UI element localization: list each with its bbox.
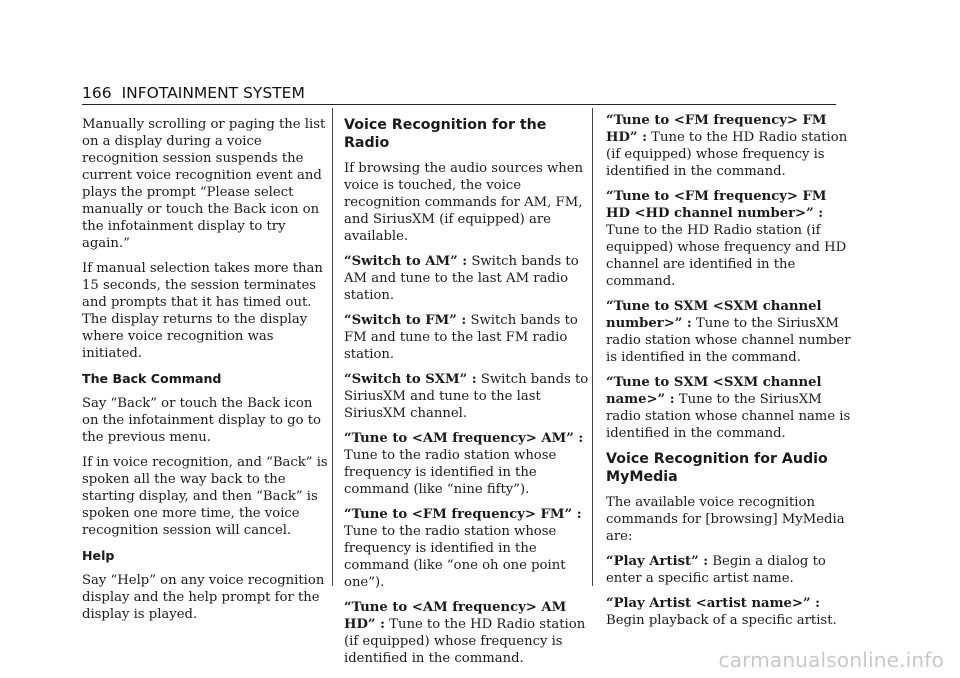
command-description: Begin a dialog to enter a specific artist name. bbox=[606, 554, 826, 586]
command-entry bbox=[606, 595, 854, 629]
paragraph: The available voice recognition commands for [browsing] MyMedia are: bbox=[606, 495, 845, 544]
command-entry bbox=[606, 298, 854, 366]
command-description: Begin playback of a specific artist. bbox=[606, 613, 837, 628]
column-divider-2 bbox=[592, 108, 593, 586]
section-heading-radio: Voice Recognition for the Radio bbox=[344, 117, 547, 151]
command-name: “Tune to <FM frequency> FM HD” : bbox=[606, 113, 827, 145]
paragraph: If browsing the audio sources when voice is touched, the voice recognition commands for AM, FM, and SiriusXM (if equipped) are available. bbox=[344, 161, 584, 244]
paragraph: Say “Back” or touch the Back icon on the infotainment display to go to the previous menu. bbox=[82, 396, 321, 445]
command-name: “Tune to <AM frequency> AM HD” : bbox=[344, 600, 567, 632]
section-title: INFOTAINMENT SYSTEM bbox=[121, 84, 305, 102]
paragraph: Manually scrolling or paging the list on a display during a voice recognition session suspends the current voice recognition event and plays the prompt “Please select manually or touch the Back icon on the infotainment display to try again.” bbox=[82, 117, 326, 251]
command-description: Tune to the HD Radio station (if equipped) whose frequency is identified in the command. bbox=[344, 617, 586, 666]
page-header bbox=[82, 84, 836, 102]
command-entry bbox=[344, 506, 592, 591]
command-entry bbox=[344, 371, 592, 422]
paragraph: If manual selection takes more than 15 seconds, the session terminates and prompts that it has timed out. The display returns to the display where voice recognition was initiated. bbox=[82, 261, 323, 361]
command-description: Switch bands to AM and tune to the last AM radio station. bbox=[344, 254, 579, 303]
command-description: Tune to the radio station whose frequency is identified in the command (like “one oh one point one”). bbox=[344, 524, 566, 590]
command-name: “Tune to <AM frequency> AM” : bbox=[344, 431, 584, 446]
watermark: carmanualsonline.info bbox=[718, 648, 944, 672]
command-entry bbox=[344, 253, 592, 304]
subheading-help: Help bbox=[82, 548, 115, 563]
command-entry bbox=[606, 188, 854, 290]
subheading-back-command: The Back Command bbox=[82, 371, 222, 386]
command-description: Tune to the SiriusXM radio station whose channel name is identified in the command. bbox=[606, 392, 851, 441]
column-3 bbox=[606, 112, 854, 637]
command-name: “Tune to <FM frequency> FM” : bbox=[344, 507, 582, 522]
command-entry bbox=[606, 112, 854, 180]
command-entry bbox=[344, 312, 592, 363]
command-description: Tune to the HD Radio station (if equipped) whose frequency is identified in the command. bbox=[606, 130, 848, 179]
command-name: “Switch to SXM” : bbox=[344, 372, 477, 387]
command-entry bbox=[344, 599, 592, 667]
command-description: Tune to the SiriusXM radio station whose channel number is identified in the command. bbox=[606, 316, 851, 365]
command-entry bbox=[606, 553, 854, 587]
column-2 bbox=[344, 116, 592, 675]
command-name: “Switch to FM” : bbox=[344, 313, 467, 328]
paragraph: Say “Help” on any voice recognition display and the help prompt for the display is played. bbox=[82, 573, 325, 622]
paragraph: If in voice recognition, and “Back” is spoken all the way back to the starting display, and then “Back” is spoken one more time, the voice recognition session will cancel. bbox=[82, 455, 328, 538]
command-description: Tune to the HD Radio station (if equipped) whose frequency and HD channel are identified in the command. bbox=[606, 223, 847, 289]
command-name: “Tune to SXM <SXM channel number>” : bbox=[606, 299, 822, 331]
command-entry bbox=[606, 374, 854, 442]
command-name: “Tune to <FM frequency> FM HD <HD channel number>” : bbox=[606, 189, 827, 221]
section-heading-mymedia: Voice Recognition for Audio MyMedia bbox=[606, 451, 828, 485]
header-rule bbox=[82, 104, 836, 105]
page-number: 166 bbox=[82, 84, 112, 102]
column-1 bbox=[82, 116, 330, 631]
command-description: Switch bands to SiriusXM and tune to the last SiriusXM channel. bbox=[344, 372, 589, 421]
column-divider-1 bbox=[332, 108, 333, 586]
command-entry bbox=[344, 430, 592, 498]
command-name: “Switch to AM” : bbox=[344, 254, 468, 269]
command-name: “Play Artist <artist name>” : bbox=[606, 596, 821, 611]
command-description: Tune to the radio station whose frequency is identified in the command (like “nine fifty”). bbox=[344, 448, 557, 497]
command-name: “Play Artist” : bbox=[606, 554, 709, 569]
command-name: “Tune to SXM <SXM channel name>” : bbox=[606, 375, 822, 407]
command-description: Switch bands to FM and tune to the last FM radio station. bbox=[344, 313, 578, 362]
